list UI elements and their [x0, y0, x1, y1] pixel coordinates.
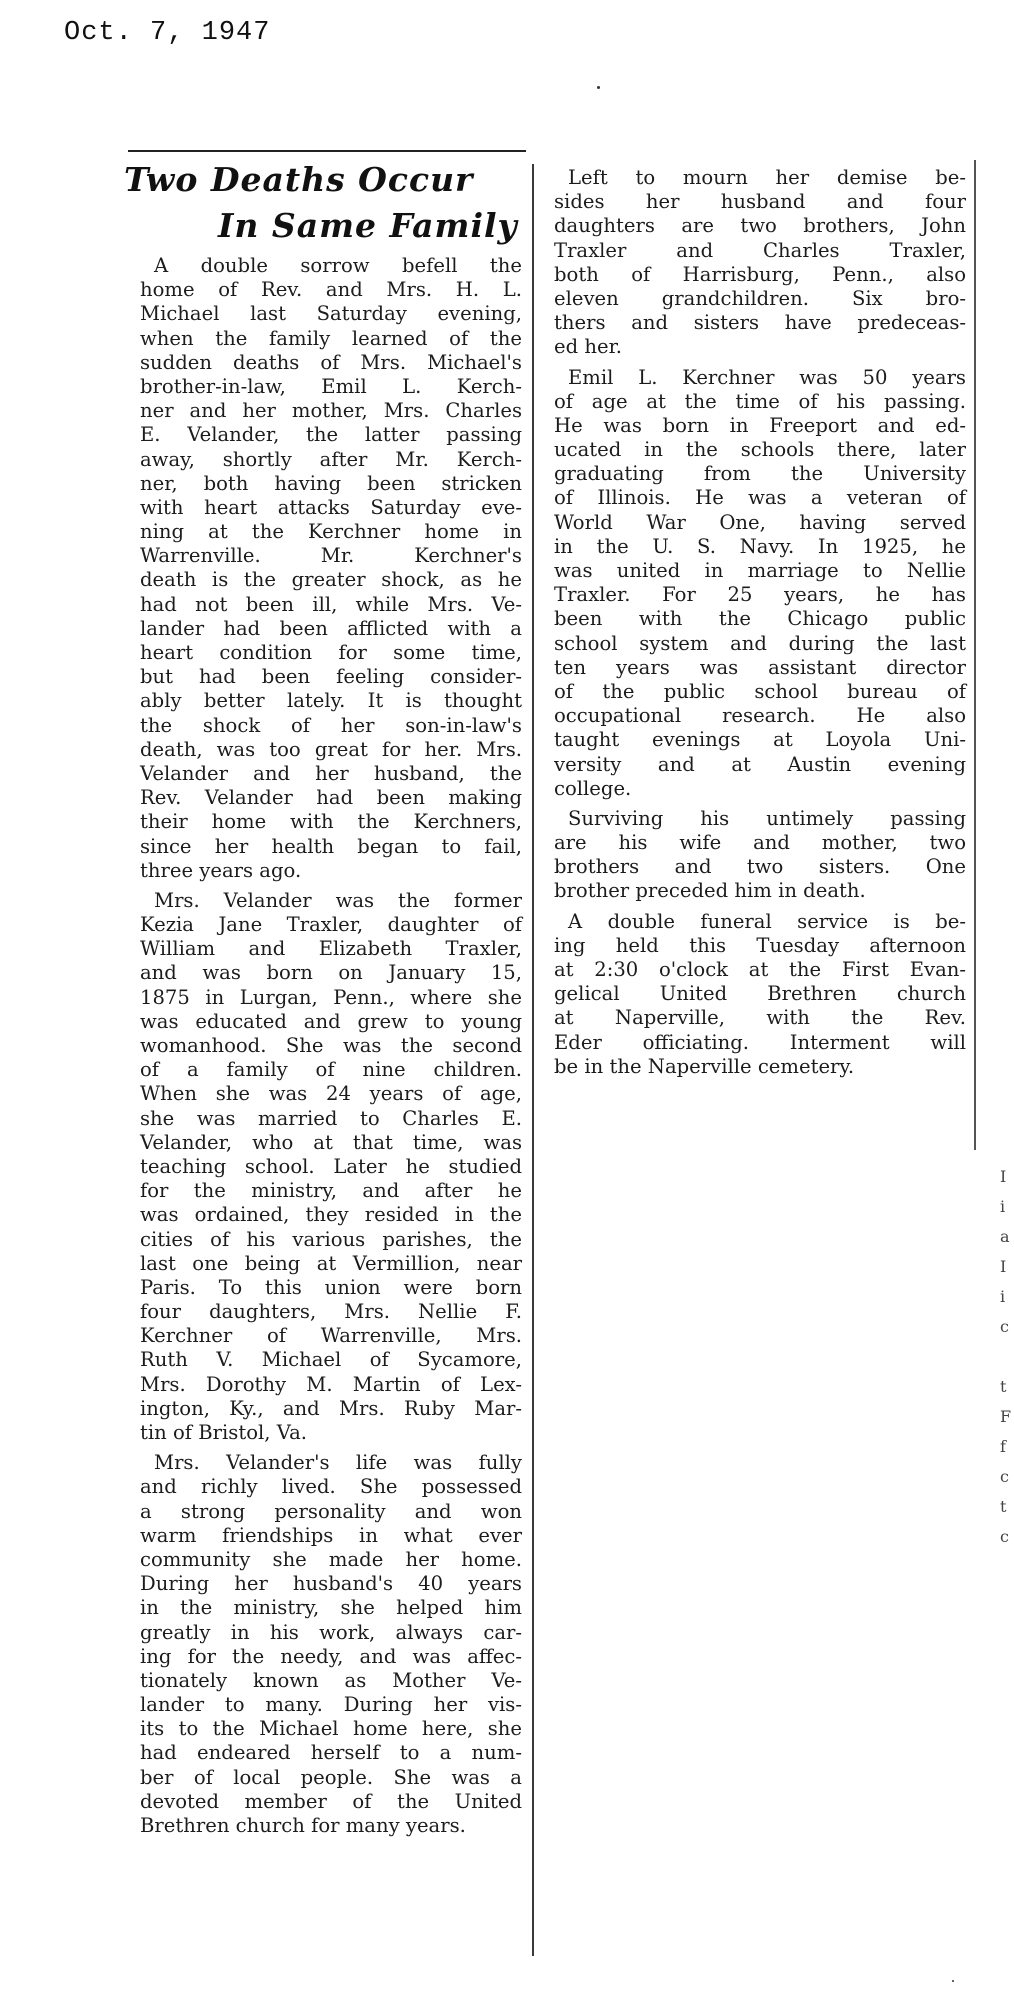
- text-line: versity and at Austin evening: [554, 752, 966, 776]
- text-line: the shock of her son-in-law's: [140, 713, 522, 737]
- fragment-letter: t: [1000, 1497, 1007, 1516]
- text-line: its to the Michael home here, she: [140, 1717, 522, 1741]
- text-line: away, shortly after Mr. Kerch-: [140, 447, 522, 471]
- text-line: ten years was assistant director: [554, 655, 966, 679]
- text-line: lander to many. During her vis-: [140, 1693, 522, 1717]
- text-line: Ruth V. Michael of Sycamore,: [140, 1348, 522, 1372]
- fragment-letter: c: [1000, 1467, 1009, 1486]
- text-line: at Naperville, with the Rev.: [554, 1006, 966, 1030]
- text-line: Michael last Saturday evening,: [140, 302, 522, 326]
- text-line: both of Harrisburg, Penn., also: [554, 262, 966, 286]
- article-paragraph: [554, 166, 966, 360]
- right-column-border: [974, 160, 976, 1150]
- text-line: ber of local people. She was a: [140, 1765, 522, 1789]
- text-line: Traxler. For 25 years, he has: [554, 583, 966, 607]
- text-line: college.: [554, 776, 632, 800]
- text-line: devoted member of the United: [140, 1789, 522, 1813]
- text-line: are his wife and mother, two: [554, 831, 966, 855]
- article-paragraph: [140, 254, 522, 883]
- text-line: Mrs. Velander's life was fully: [154, 1451, 522, 1475]
- text-line: she was married to Charles E.: [140, 1106, 522, 1130]
- text-line: of age at the time of his passing.: [554, 389, 966, 413]
- scan-speck: [597, 86, 600, 89]
- text-line: Traxler and Charles Traxler,: [554, 238, 966, 262]
- text-line: warm friendships in what ever: [140, 1523, 522, 1547]
- text-line: brothers and two sisters. One: [554, 855, 966, 879]
- text-line: for the ministry, and after he: [140, 1179, 522, 1203]
- text-line: greatly in his work, always car-: [140, 1620, 522, 1644]
- text-line: daughters are two brothers, John: [554, 214, 966, 238]
- text-line: ucated in the schools there, later: [554, 438, 966, 462]
- text-line: since her health began to fail,: [140, 834, 522, 858]
- column-divider: [532, 164, 534, 1956]
- article-paragraph: [554, 910, 966, 1079]
- text-line: ning at the Kerchner home in: [140, 520, 522, 544]
- fragment-letter: c: [1000, 1317, 1009, 1336]
- text-line: be in the Naperville cemetery.: [554, 1054, 855, 1078]
- text-line: Paris. To this union were born: [140, 1275, 522, 1299]
- article-paragraph: [140, 889, 522, 1445]
- text-line: their home with the Kerchners,: [140, 810, 522, 834]
- fragment-letter: F: [1000, 1407, 1012, 1426]
- headline-line-1: Two Deaths Occur: [124, 160, 474, 199]
- text-line: of the public school bureau of: [554, 679, 966, 703]
- text-line: Brethren church for many years.: [140, 1814, 466, 1837]
- text-line: William and Elizabeth Traxler,: [140, 937, 522, 961]
- text-line: when the family learned of the: [140, 326, 522, 350]
- text-line: sides her husband and four: [554, 190, 966, 214]
- text-line: A double funeral service is be-: [568, 909, 966, 933]
- text-line: and was born on January 15,: [140, 961, 522, 985]
- fragment-letter: f: [1000, 1437, 1006, 1456]
- text-line: of Illinois. He was a veteran of: [554, 486, 966, 510]
- text-line: last one being at Vermillion, near: [140, 1251, 522, 1275]
- text-line: tionately known as Mother Ve-: [140, 1668, 522, 1692]
- text-line: death is the greater shock, as he: [140, 568, 522, 592]
- text-line: Emil L. Kerchner was 50 years: [568, 365, 966, 389]
- text-line: A double sorrow befell the: [154, 254, 522, 277]
- text-line: brother preceded him in death.: [554, 879, 866, 903]
- text-line: graduating from the University: [554, 462, 966, 486]
- text-line: in the U. S. Navy. In 1925, he: [554, 534, 966, 558]
- text-line: had endeared herself to a num-: [140, 1741, 522, 1765]
- text-line: a strong personality and won: [140, 1499, 522, 1523]
- scan-speck: [952, 1980, 954, 1982]
- text-line: tin of Bristol, Va.: [140, 1421, 308, 1444]
- text-line: ing for the needy, and was affec-: [140, 1644, 522, 1668]
- fragment-letter: i: [1000, 1287, 1006, 1306]
- text-line: Rev. Velander had been making: [140, 786, 522, 810]
- text-line: brother-in-law, Emil L. Kerch-: [140, 374, 522, 398]
- text-line: When she was 24 years of age,: [140, 1082, 522, 1106]
- text-line: eleven grandchildren. Six bro-: [554, 286, 966, 310]
- text-line: Surviving his untimely passing: [568, 806, 966, 830]
- fragment-letter: i: [1000, 1197, 1006, 1216]
- text-line: cities of his various parishes, the: [140, 1227, 522, 1251]
- text-line: He was born in Freeport and ed-: [554, 413, 966, 437]
- text-line: school system and during the last: [554, 631, 966, 655]
- fragment-letter: t: [1000, 1377, 1007, 1396]
- text-line: womanhood. She was the second: [140, 1034, 522, 1057]
- text-line: was educated and grew to young: [140, 1009, 522, 1033]
- text-line: home of Rev. and Mrs. H. L.: [140, 278, 522, 302]
- text-line: been with the Chicago public: [554, 607, 966, 631]
- text-line: gelical United Brethren church: [554, 982, 966, 1006]
- text-line: thers and sisters have predeceas-: [554, 311, 966, 335]
- fragment-letter: c: [1000, 1527, 1009, 1546]
- text-line: Eder officiating. Interment will: [554, 1030, 966, 1054]
- text-line: ington, Ky., and Mrs. Ruby Mar-: [140, 1396, 522, 1420]
- text-line: Kezia Jane Traxler, daughter of: [140, 913, 522, 937]
- text-line: teaching school. Later he studied: [140, 1154, 522, 1178]
- date-stamp: Oct. 7, 1947: [64, 18, 271, 48]
- text-line: Velander, who at that time, was: [140, 1130, 522, 1154]
- text-line: three years ago.: [140, 858, 302, 882]
- article-left-column: [140, 254, 522, 1838]
- headline-rule: [128, 150, 526, 152]
- article-right-column: [554, 166, 966, 1079]
- text-line: Mrs. Velander was the former: [154, 888, 522, 912]
- text-line: of a family of nine children.: [140, 1058, 522, 1082]
- fragment-letter: I: [1000, 1257, 1007, 1276]
- fragment-letter: a: [1000, 1227, 1010, 1246]
- text-line: death, was too great for her. Mrs.: [140, 737, 522, 761]
- text-line: taught evenings at Loyola Uni-: [554, 728, 966, 752]
- text-line: community she made her home.: [140, 1547, 522, 1571]
- text-line: in the ministry, she helped him: [140, 1596, 522, 1620]
- text-line: at 2:30 o'clock at the First Evan-: [554, 958, 966, 981]
- text-line: World War One, having served: [554, 510, 966, 534]
- article-paragraph: [554, 366, 966, 801]
- text-line: had not been ill, while Mrs. Ve-: [140, 592, 522, 616]
- text-line: Left to mourn her demise be-: [568, 166, 966, 189]
- text-line: but had been feeling consider-: [140, 665, 522, 689]
- text-line: Warrenville. Mr. Kerchner's: [140, 544, 522, 568]
- article-paragraph: [554, 807, 966, 904]
- text-line: ably better lately. It is thought: [140, 689, 522, 713]
- text-line: During her husband's 40 years: [140, 1572, 522, 1596]
- text-line: ner, both having been stricken: [140, 471, 522, 495]
- text-line: ner and her mother, Mrs. Charles: [140, 399, 522, 423]
- text-line: ed her.: [554, 335, 623, 359]
- text-line: Velander and her husband, the: [140, 761, 522, 785]
- text-line: E. Velander, the latter passing: [140, 423, 522, 447]
- text-line: Kerchner of Warrenville, Mrs.: [140, 1324, 522, 1348]
- headline-line-2: In Same Family: [218, 206, 518, 245]
- text-line: lander had been afflicted with a: [140, 616, 522, 640]
- text-line: with heart attacks Saturday eve-: [140, 495, 522, 519]
- text-line: sudden deaths of Mrs. Michael's: [140, 350, 522, 374]
- fragment-letter: I: [1000, 1167, 1007, 1186]
- text-line: and richly lived. She possessed: [140, 1475, 522, 1499]
- text-line: was ordained, they resided in the: [140, 1203, 522, 1227]
- text-line: ing held this Tuesday afternoon: [554, 933, 966, 957]
- text-line: heart condition for some time,: [140, 641, 522, 664]
- text-line: was united in marriage to Nellie: [554, 559, 966, 582]
- text-line: 1875 in Lurgan, Penn., where she: [140, 985, 522, 1009]
- text-line: four daughters, Mrs. Nellie F.: [140, 1300, 522, 1324]
- text-line: occupational research. He also: [554, 704, 966, 728]
- article-paragraph: [140, 1451, 522, 1838]
- text-line: Mrs. Dorothy M. Martin of Lex-: [140, 1372, 522, 1396]
